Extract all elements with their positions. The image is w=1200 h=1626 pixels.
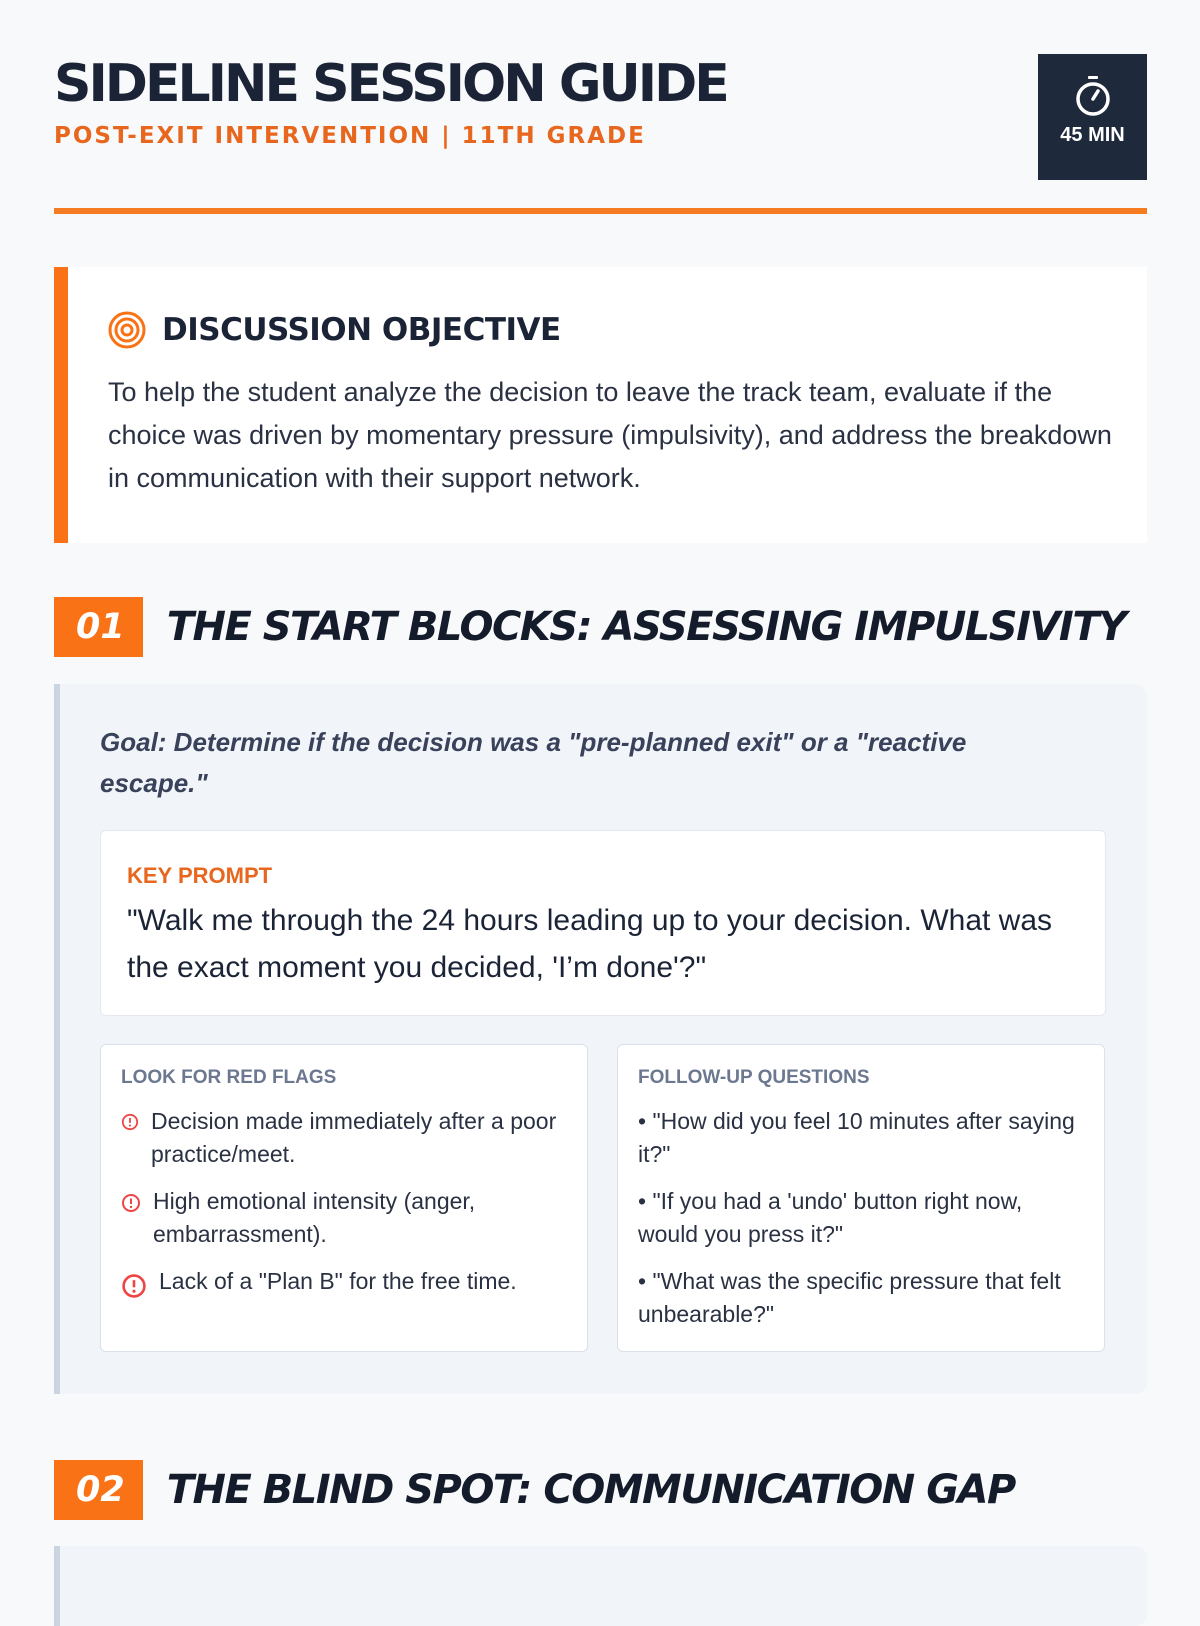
red-flag-text: High emotional intensity (anger, embarrassment). [153,1188,476,1247]
objective-header [108,311,561,349]
red-flag-text: Lack of a "Plan B" for the free time. [159,1268,517,1294]
list-item: • "If you had a 'undo' button right now, would you press it?" [638,1188,1023,1247]
section-body-01 [54,684,1147,1394]
section-goal: Goal: Determine if the decision was a "pre-planned exit" or a "reactive escape." [100,727,967,798]
target-icon [108,311,146,349]
alert-circle-icon [121,1113,139,1131]
key-prompt-label: KEY PROMPT [127,863,273,888]
page-header [54,52,1147,180]
page-title: SIDELINE SESSION GUIDE [54,54,727,114]
red-flags-card [100,1044,588,1352]
section-header-01 [54,597,1126,657]
objective-card [54,267,1147,543]
header-divider [54,208,1147,214]
section-header-02 [54,1460,1015,1520]
page-subtitle: POST-EXIT INTERVENTION | 11TH GRADE [54,123,646,149]
section-title: THE START BLOCKS: ASSESSING IMPULSIVITY [166,604,1126,650]
objective-text: To help the student analyze the decision to leave the track team, evaluate if the choice was driven by momentary pressure (impulsivity), and address the breakdown in communication with their support network. [108,377,1112,493]
section-title: THE BLIND SPOT: COMMUNICATION GAP [166,1467,1015,1513]
key-prompt-text: "Walk me through the 24 hours leading up to your decision. What was the exact moment you decided, 'I’m done'?" [127,904,1053,984]
list-item [121,1265,561,1299]
alert-circle-icon [121,1193,141,1213]
alert-circle-icon [121,1273,147,1299]
list-item [121,1105,561,1171]
red-flag-text: Decision made immediately after a poor practice/meet. [151,1108,557,1167]
objective-title: DISCUSSION OBJECTIVE [162,312,561,348]
key-prompt-card [100,830,1106,1016]
duration-badge [1038,54,1147,180]
follow-up-title: FOLLOW-UP QUESTIONS [638,1067,870,1088]
stopwatch-icon [1071,74,1115,118]
section-number: 02 [54,1460,143,1520]
list-item [121,1185,561,1251]
duration-label: 45 MIN [1060,124,1125,146]
follow-up-card [617,1044,1105,1352]
list-item: • "What was the specific pressure that felt unbearable?" [638,1268,1061,1327]
section-body-02 [54,1546,1147,1626]
red-flags-title: LOOK FOR RED FLAGS [121,1067,337,1088]
section-number: 01 [54,597,143,657]
list-item: • "How did you feel 10 minutes after saying it?" [638,1108,1075,1167]
